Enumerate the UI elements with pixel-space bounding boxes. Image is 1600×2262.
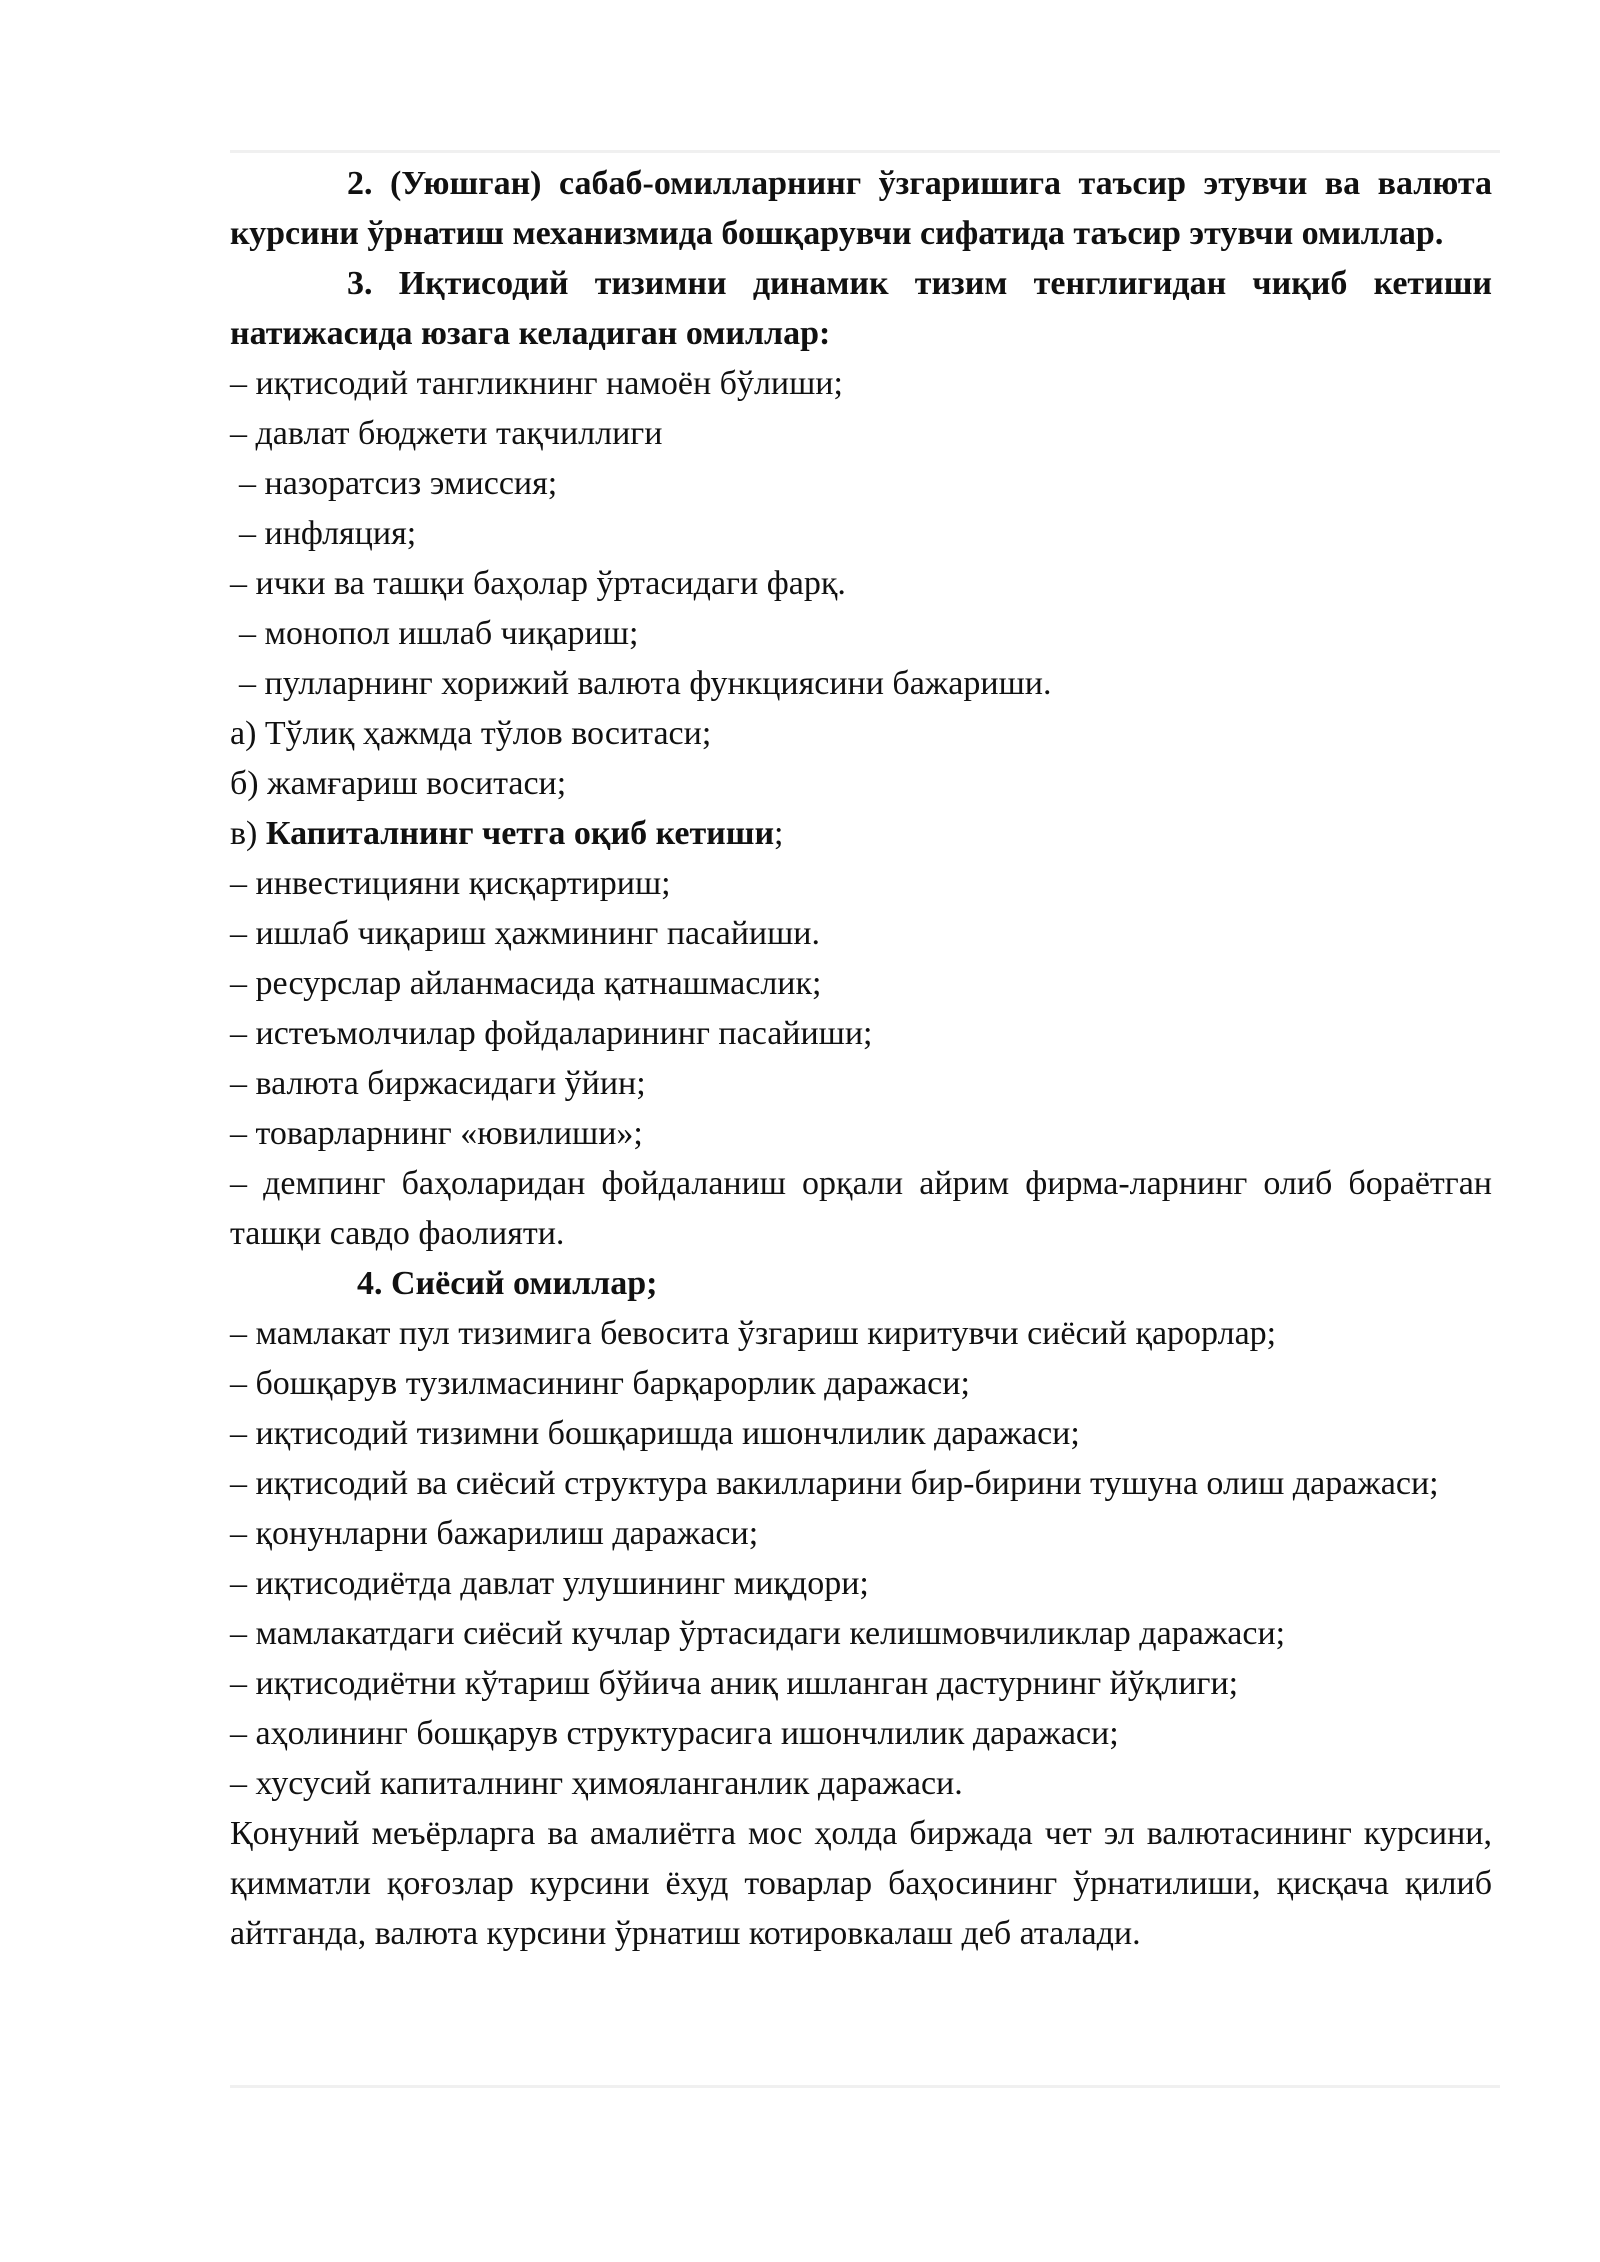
list-item: – монопол ишлаб чиқариш;	[239, 615, 639, 652]
document-page	[230, 150, 1492, 1959]
list-item: – валюта биржасидаги ўйин;	[230, 1065, 646, 1102]
list-item: – назоратсиз эмиссия;	[239, 465, 558, 502]
list-item: – аҳолининг бошқарув структурасига ишончлилик даражаси;	[230, 1715, 1119, 1752]
list-item: а) Тўлиқ ҳажмда тўлов воситаси;	[230, 715, 712, 752]
item-suffix: ;	[774, 815, 784, 852]
item-bold-text: Капиталнинг четга оқиб кетиши	[265, 815, 775, 852]
list-item: – қонунларни бажарилиш даражаси;	[230, 1515, 759, 1552]
list-item-capital-flight	[230, 809, 1492, 859]
list-item: – иқтисодий тангликнинг намоён бўлиши;	[230, 365, 843, 402]
list-item: – инфляция;	[239, 515, 417, 552]
list-item: – товарларнинг «ювилиши»;	[230, 1115, 643, 1152]
list-item: – хусусий капиталнинг ҳимояланганлик даражаси.	[230, 1765, 963, 1802]
list-item: – иқтисодиётни кўтариш бўйича аниқ ишланган дастурнинг йўқлиги;	[230, 1665, 1239, 1702]
list-item-structure: – иқтисодий ва сиёсий структура вакилларини бир-бирини тушуна олиш даражаси;	[230, 1465, 1439, 1502]
heading-item-2: 2. (Уюшган) сабаб-омилларнинг ўзгаришига таъсир этувчи ва валюта курсини ўрнатиш механизмида бошқарувчи сифатида таъсир этувчи омиллар.	[230, 165, 1492, 252]
list-item: – ишлаб чиқариш ҳажмининг пасайиши.	[230, 915, 820, 952]
list-item: – мамлакатдаги сиёсий кучлар ўртасидаги келишмовчиликлар даражаси;	[230, 1615, 1286, 1652]
list-item: б) жамғариш воситаси;	[230, 765, 567, 802]
list-item: – бошқарув тузилмасининг барқарорлик даражаси;	[230, 1365, 970, 1402]
list-item: – истеъмолчилар фойдаларининг пасайиши;	[230, 1015, 873, 1052]
list-item: – иқтисодиётда давлат улушининг миқдори;	[230, 1565, 869, 1602]
list-item: – инвестицияни қисқартириш;	[230, 865, 671, 902]
bottom-divider	[230, 2085, 1500, 2088]
list-item: – ички ва ташқи баҳолар ўртасидаги фарқ.	[230, 565, 846, 602]
top-divider	[230, 150, 1500, 153]
heading-item-4: 4. Сиёсий омиллар;	[357, 1265, 658, 1302]
heading-item-3: 3. Иқтисодий тизимни динамик тизим тенглигидан чиқиб кетиши натижасида юзага келадиган омиллар:	[230, 265, 1492, 352]
list-item: – ресурслар айланмасида қатнашмаслик;	[230, 965, 822, 1002]
list-item-dumping: – демпинг баҳоларидан фойдаланиш орқали айрим фирма-ларнинг олиб бораётган ташқи савдо фаолияти.	[230, 1165, 1492, 1252]
list-item: – пулларнинг хорижий валюта функциясини бажариши.	[239, 665, 1052, 702]
item-prefix: в)	[230, 815, 266, 852]
list-item: – иқтисодий тизимни бошқаришда ишончлилик даражаси;	[230, 1415, 1080, 1452]
list-item: – мамлакат пул тизимига бевосита ўзгариш киритувчи сиёсий қарорлар;	[230, 1315, 1277, 1352]
list-item: – давлат бюджети тақчиллиги	[230, 415, 663, 452]
closing-paragraph: Қонуний меъёрларга ва амалиётга мос ҳолда биржада чет эл валютасининг курсини, қимматли қоғозлар курсини ёхуд товарлар баҳосининг ўрнатилиши, қисқача қилиб айтганда, валюта курсини ўрнатиш котировкалаш деб аталади.	[230, 1815, 1492, 1952]
